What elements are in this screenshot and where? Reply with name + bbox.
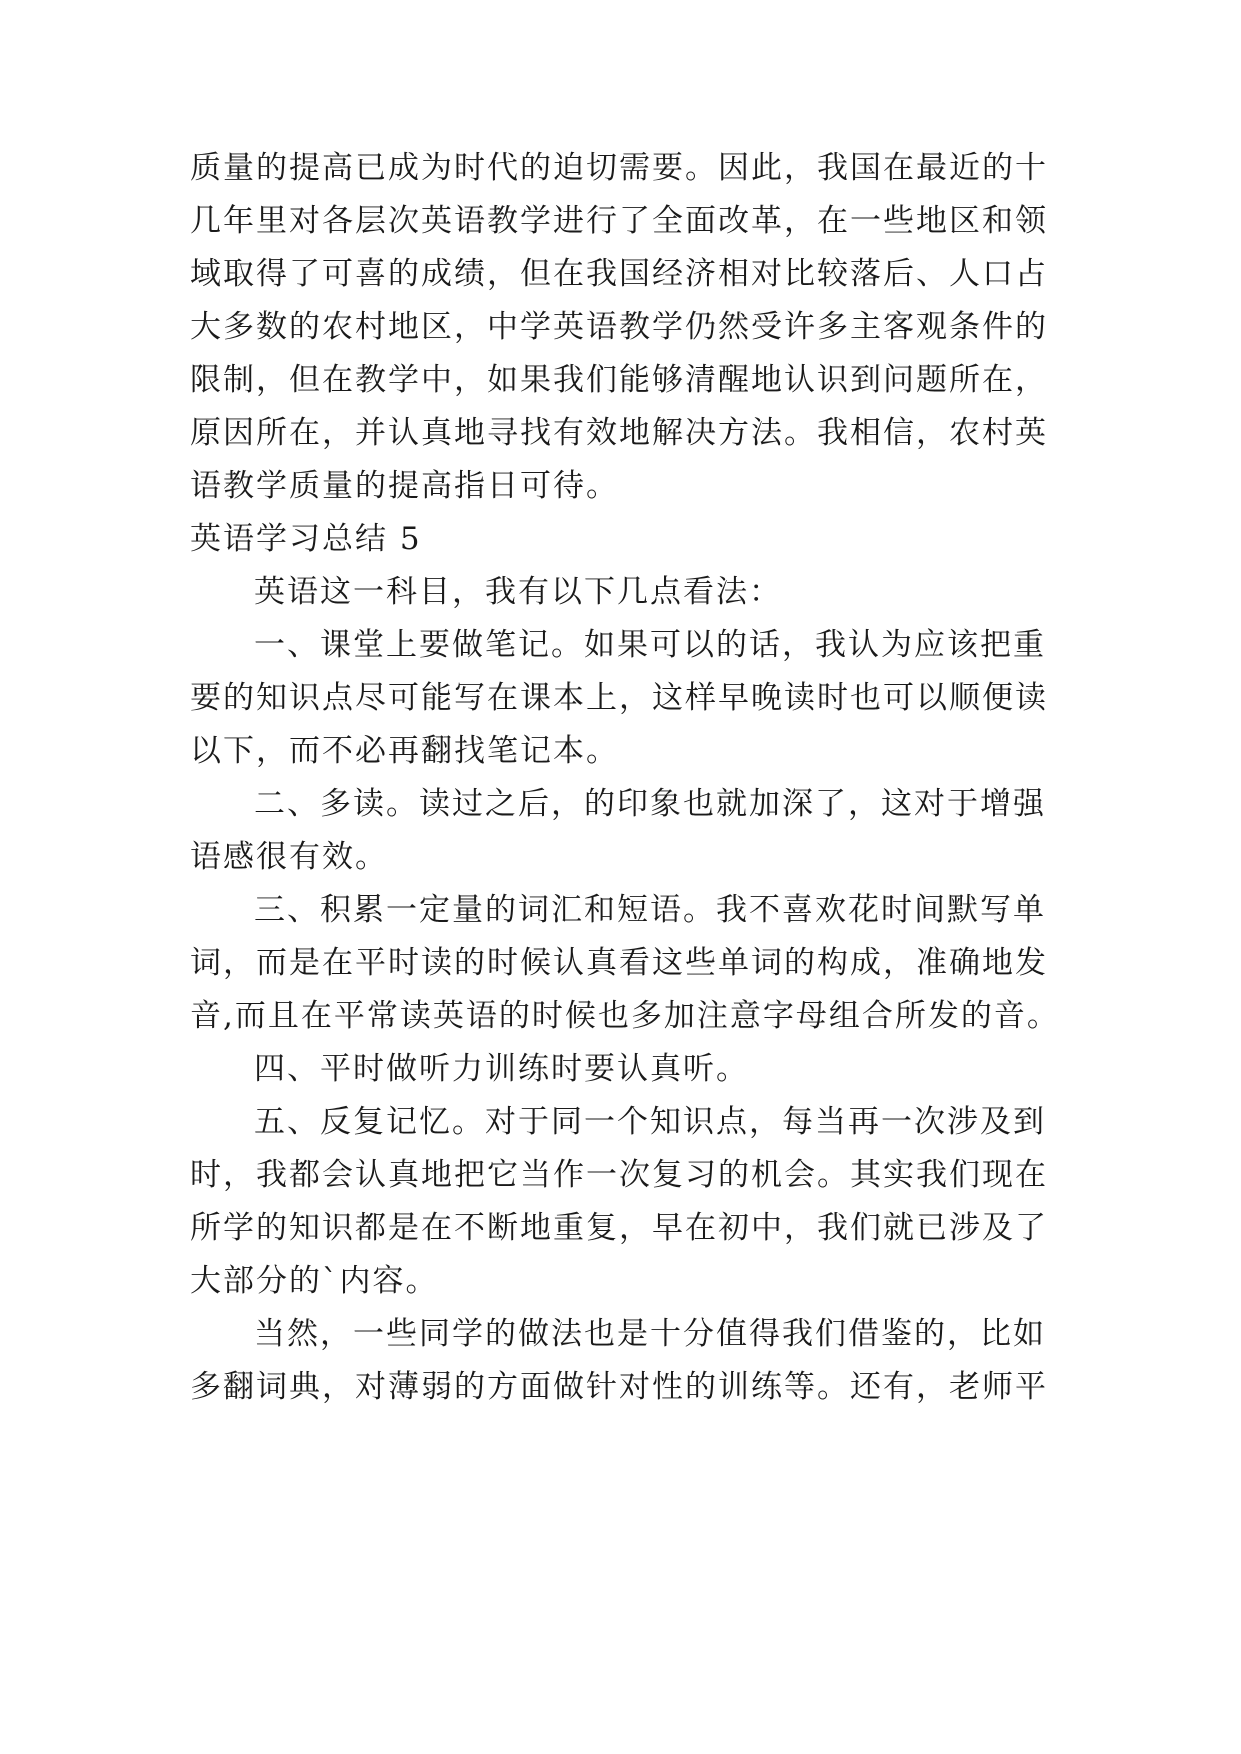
paragraph-line: 英语这一科目，我有以下几点看法： — [254, 574, 782, 610]
text-line: 原因所在，并认真地寻找有效地解决方法。我相信，农村英 — [190, 415, 1048, 451]
paragraph-line: 当然，一些同学的做法也是十分值得我们借鉴的，比如 — [254, 1316, 1046, 1352]
text-line: 几年里对各层次英语教学进行了全面改革，在一些地区和领 — [190, 203, 1048, 239]
text-line: 词，而是在平时读的时候认真看这些单词的构成，准确地发 — [190, 945, 1048, 981]
text-line: 语感很有效。 — [190, 839, 388, 875]
text-line: 所学的知识都是在不断地重复，早在初中，我们就已涉及了 — [190, 1210, 1048, 1246]
text-line: 音,而且在平常读英语的时候也多加注意字母组合所发的音。 — [190, 998, 1060, 1034]
paragraph-line: 一、课堂上要做笔记。如果可以的话，我认为应该把重 — [254, 627, 1046, 663]
paragraph-line: 二、多读。读过之后，的印象也就加深了，这对于增强 — [254, 786, 1046, 822]
paragraph-line: 五、反复记忆。对于同一个知识点，每当再一次涉及到 — [254, 1104, 1046, 1140]
text-line: 多翻词典，对薄弱的方面做针对性的训练等。还有，老师平 — [190, 1369, 1048, 1405]
text-line: 要的知识点尽可能写在课本上，这样早晚读时也可以顺便读 — [190, 680, 1048, 716]
text-line: 质量的提高已成为时代的迫切需要。因此，我国在最近的十 — [190, 150, 1048, 186]
paragraph-line: 三、积累一定量的词汇和短语。我不喜欢花时间默写单 — [254, 892, 1046, 928]
text-line: 语教学质量的提高指日可待。 — [190, 468, 619, 504]
paragraph-line: 四、平时做听力训练时要认真听。 — [254, 1051, 749, 1087]
section-heading: 英语学习总结 5 — [190, 521, 422, 557]
text-line: 大部分的`内容。 — [190, 1263, 439, 1299]
text-line: 域取得了可喜的成绩，但在我国经济相对比较落后、人口占 — [190, 256, 1048, 292]
text-line: 以下，而不必再翻找笔记本。 — [190, 733, 619, 769]
text-line: 限制，但在教学中，如果我们能够清醒地认识到问题所在， — [190, 362, 1048, 398]
text-line: 时，我都会认真地把它当作一次复习的机会。其实我们现在 — [190, 1157, 1048, 1193]
text-line: 大多数的农村地区，中学英语教学仍然受许多主客观条件的 — [190, 309, 1048, 345]
